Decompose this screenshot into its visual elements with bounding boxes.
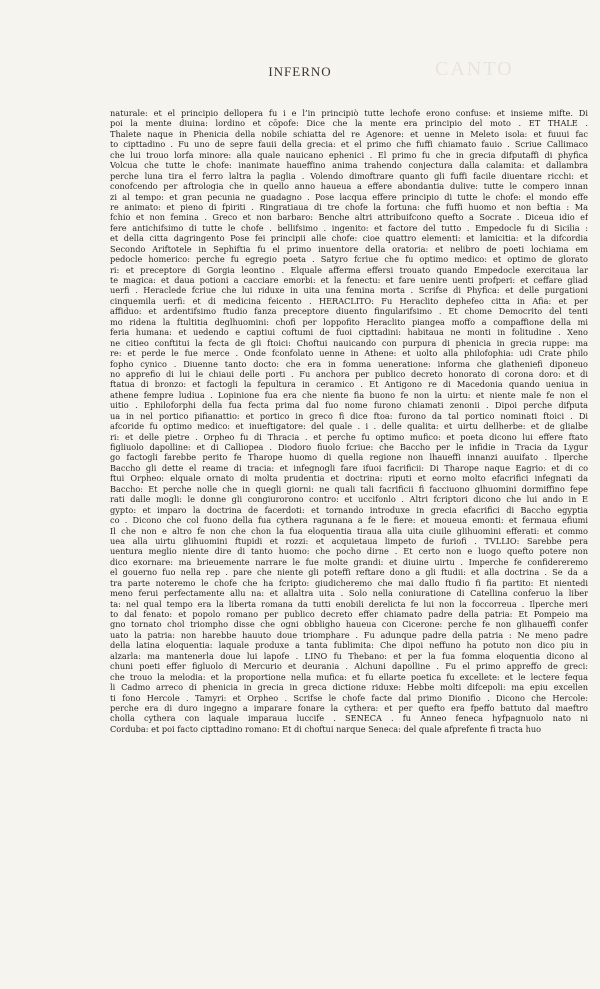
- text-line: fchio et non femina . Greco et non barbaro: Benche altri attribuifcono quefto a Socrate . Diceua idio ef: [110, 212, 588, 223]
- text-line: chuni poeti effer figluolo di Mercurio et deurania . Alchuni dapolline . Fu el primo appreffo de greci:: [110, 661, 588, 672]
- text-line: et della citta dagringento Pose fei principii alle chofe: cioe quattro elementi: et lamicitia: et la difcordia: [110, 233, 588, 244]
- text-line: conofcendo per aftrologia che in quello anno haueua a effere abondantia dulive: tutte le compero innan: [110, 181, 588, 192]
- text-line: uea alla uirtu glihuomini ftupidi et rozzi: et acquietaua limpeto de furiofi . TVLLIO: Sarebbe pera: [110, 535, 588, 546]
- text-line: dico exornare: ma brieuemente narrare le fue molte grandi: et diuine uirtu . Imperche fe confidereremo: [110, 556, 588, 567]
- text-line: perche era di duro ingegno a imparare fonare la cythera: et per quefto era fpeffo battuto dal maeftro: [110, 702, 588, 713]
- text-line: re: et perde le fue merce . Onde fconfolato uenne in Athene: et uolto alla philofophia: udi Crate philo: [110, 348, 588, 359]
- commentary-text: [110, 108, 588, 734]
- text-line: li Cadmo arreco di phenicia in grecia in greca dictione riduxe: Hebbe molti difcepoli: ma epiu excellen: [110, 682, 588, 693]
- text-line: to dal fenato: et popolo romano per publico decreto effer chiamato padre della patria: Et Pompeio ma: [110, 609, 588, 619]
- text-line: Corduba: et poi facto cipttadino romano: Et di choftui narque Seneca: del quale afprefente fi tracta huo: [110, 723, 542, 734]
- text-line: Baccho gli dette el reame di tracia: et infegnogli fare ifuoi facrificii: Di Tharope naque Eagrio: et di co: [110, 462, 588, 473]
- text-line: ri: et delle pietre . Orpheo fu di Thracia . et perche fu optimo mufico: et poeta dicono lui effere ftato: [110, 431, 588, 442]
- text-line: Volcua che tutte le chofe: inanimate haueffino anima trahendo conjectura dalla calamita: et dallambra: [110, 160, 588, 171]
- text-line: co . Dicono che col fuono della fua cythera ragunana a fe le fiere: et moueua emonti: et fermaua efiumi: [110, 515, 588, 526]
- text-line: uitio . Ephiloforphi della fua fecta prima dal fuo nome furono chiamati zenonii . Dipoi perche difputa: [110, 400, 588, 411]
- text-line: ua in nel portico pifianattio: et portico in greco fi dice ftoa: furono da tal portico nominati ftoici . Di: [110, 410, 588, 421]
- text-line: Thalete naque in Phenicia della nobile schiatta del re Agenore: et uenne in Meleto isola: et fuuui fac: [110, 128, 588, 139]
- text-line: uato la patria: non harebbe hauuto doue triomphare . Fu adunque padre della patria : Ne meno padre: [110, 629, 588, 640]
- text-line: ne citieo conftitui la fecta de gli ftoici: Choftui nauicando con purpura di phenicia in grecia ruppe: ma: [110, 337, 588, 348]
- text-line: pedocle homerico: perche fu egregio poeta . Satyro fcriue che fu optimo medico: et optimo de glorato: [110, 254, 588, 265]
- text-line: afcoride fu optimo medico: et inueftigatore: del quale . i . delle qualita: et uirtu dellherbe: et de glialbe: [110, 421, 588, 432]
- bleed-through-heading: CANTO: [435, 58, 514, 80]
- text-line: ftui Orpheo: elquale ornato di molta prudentia et doctrina: riputi et eorno molto efacrifici infegnati da: [110, 473, 588, 484]
- text-line: ri: et preceptore di Gorgia leontino . Elquale afferma effersi trouato quando Empedocle exercitaua lar: [110, 264, 588, 275]
- text-line: athene fempre ludiua . Lopinione fua era che niente fia buono fe non la uirtu: et niente male fe non el: [110, 389, 588, 400]
- text-line: go factogli farebbe perito fe Tharope huomo di quella regione non lhaueffi innanzi auuifato . Ilperche: [110, 452, 588, 463]
- text-line: cinquemila uerfi: et di medicina feicento . HERACLITO: Fu Heraclito dephefeo citta in Afia: et per: [110, 295, 588, 306]
- text-line: mo ridena la ftultitia deglhuomini: chofi per loppofito Heraclito piangea moffo a compaffione della mi: [110, 316, 588, 327]
- text-line: rati dalle mogli: le donne gli congiurorono contro: et uccifonlo . Altri fcriptori dicono che lui ando in E: [110, 494, 588, 505]
- text-line: affiduo: et ardentifsimo ftudio fanza preceptore diuento fingularifsimo . Et chome Democrito del tenti: [110, 306, 588, 317]
- text-line: figliuolo dapolline: et di Calliopea . Diodoro fiuolo fcriue: che Baccho per le infidie in Tracia da Lygur: [110, 442, 588, 452]
- text-line: della latina eloquentia: laquale produxe a tanta fublimita: Che dipoi neffuno ha potuto non dico piu in: [110, 640, 588, 651]
- text-line: feria humana: et uedendo e captiui coftumi de fuoi cipttadini: habitaua ne monti in folitudine . Xeno: [110, 327, 588, 338]
- text-line: meno ferui perfectamente allu na: et allaltra uita . Solo nella coniuratione di Catellina conferuo la liber: [110, 588, 588, 599]
- text-line: no apprefio di lui le chiaui delle porti . Fu anchora per publico decreto honorato di corona doro: et di: [110, 368, 588, 379]
- text-line: Secondo Ariftotele in Sephiftia fu el primo inuentore della oratoria: et nelibro de poeti lochiama em: [110, 243, 588, 254]
- text-line: re animato: et pieno di fpiriti . Ringratiaua di tre chofe la fortuna: che fuffi huomo et non beftia : Ma: [110, 201, 588, 212]
- text-line: naturale: et el principio dellopera fu i e l’in principiò tutte lechofe erono confuse: et insieme mifte. Di: [110, 108, 588, 118]
- text-line: tra parte noteremo le chofe che ha fcripto: giudicheremo che mai dallo ftudio fi fia partito: Et nientedi: [110, 577, 588, 588]
- text-line: poi la mente diuina: lordino et cōpofe: Dice che la mente era principio del moto . ET THALE .: [110, 118, 588, 129]
- text-line: che trouo la melodia: et la proportione nella mufica: et fu ellarte poetica fu excellete: et le lectere fequa: [110, 671, 588, 682]
- text-line: el gouerno fuo nella rep . pare che niente gli poteffi reftare dono a gli ftudii: et alla doctrina . Se da a: [110, 567, 588, 578]
- text-line: Il che non e altro fe non che chon la fua eloquentia tiraua alla uita ciuile glihuomini efferati: et commo: [110, 525, 588, 536]
- text-line: zi al tempo: et gran pecunia ne guadagno . Pose lacqua effere principio di tutte le chofe: el mondo effe: [110, 191, 588, 202]
- text-line: uerfi . Heraclede fcriue che lui riduxe in uita una femina morta . Scrifse di Phyfica: et delle purgationi: [110, 285, 588, 296]
- text-line: ftatua di bronzo: et factogli la fepultura in ceramico . Et Antigono re di Macedonia quando ueniua in: [110, 379, 588, 390]
- text-line: Baccho: Et perche nolle che in quegli giorni: ne quali tali facrificii fi facciuono glhuomini dormiffino fepe: [110, 483, 588, 494]
- text-line: ta: nel qual tempo era la liberta romana da tutti enobili derelicta fe lui non la foccorreua . Ilperche meri: [110, 598, 588, 609]
- running-title: INFERNO: [268, 64, 332, 79]
- text-line: to cipttadino . Fu uno de sepre fauii della grecia: et el primo che fuffi chiamato fauio . Scriue Callimaco: [110, 139, 588, 150]
- text-line: cholla cythera con laquale imparaua luccife . SENECA . fu Anneo feneca hyfpagnuolo nato ni: [110, 713, 588, 724]
- text-line: gno tornato chol triompho disse che ogni obbligho haueua con Cicerone: perche fe non glihaueffi confer: [110, 619, 588, 630]
- text-line: fopho cynico . Diuenne tanto docto: che era in fomma ueneratione: informa che glatheniefi diponeuo: [110, 358, 588, 369]
- text-line: te magica: et daua potioni a cacciare emorbi: et la fenectu: et fare uenire uenti profperi: et ceffare gliad: [110, 275, 588, 285]
- text-line: perche luna tira el ferro laltra la paglia . Volendo dimoftrare quanto gli fuffi facile diuentare ricchi: et: [110, 170, 588, 181]
- text-line: uentura meglio niente dire di tanto huomo: che pocho dirne . Et certo non e luogo quefto potere non: [110, 546, 588, 557]
- text-line: fere antichifsimo di tutte le chofe . bellifsimo . ingenito: et factore del tutto . Empedocle fu di Sicilia :: [110, 222, 588, 233]
- text-line: gypto: et imparo la doctrina de facerdoti: et tornando introduxe in grecia efacrifici di Baccho egyptia: [110, 504, 588, 515]
- text-line: che lui trouo lorfa minore: alla quale nauicano ephenici . El primo fu che in grecia difputaffi di phyfica: [110, 149, 588, 160]
- text-line: ti fono Hercole . Tamyri: et Orpheo . Scrifse le chofe facte dal primo Dionifio . Dicono che Hercole:: [110, 692, 588, 703]
- text-line: alzarla: ma mantenerla doue lui lapofe . LINO fu Thebano: et per la fua fomma eloquentia dicono al: [110, 650, 588, 661]
